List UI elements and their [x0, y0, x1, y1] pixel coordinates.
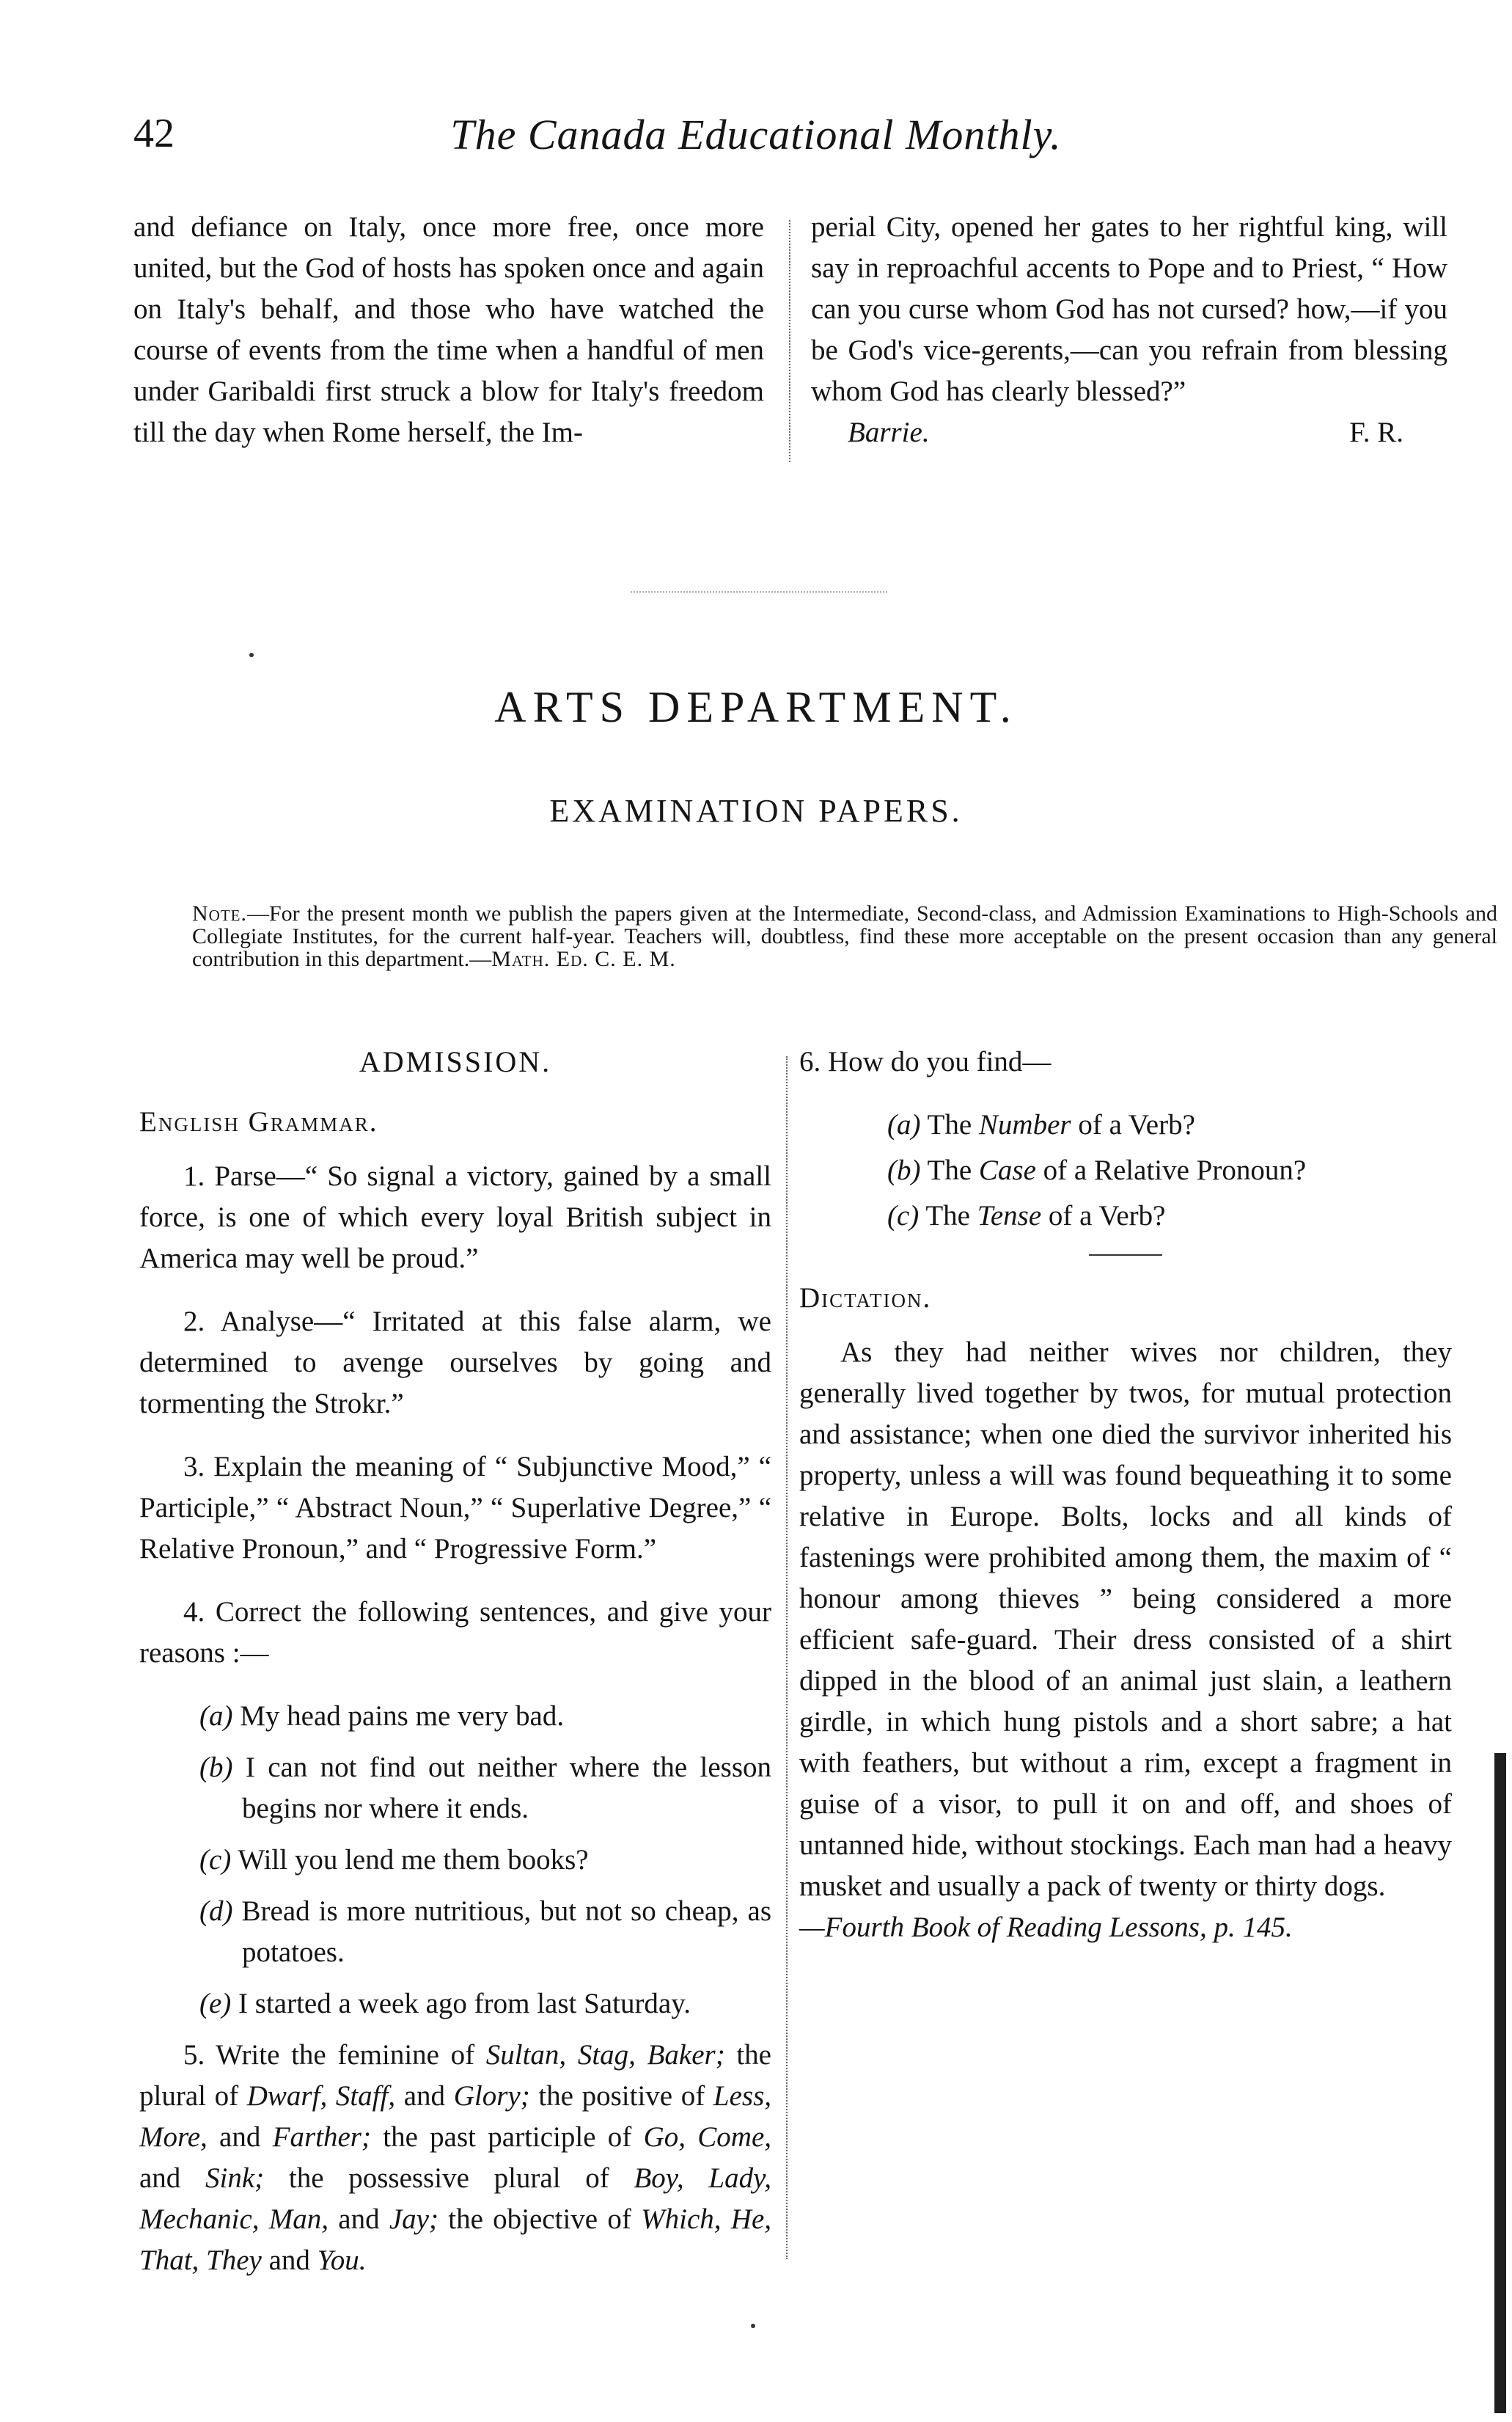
editor-note [192, 902, 1497, 970]
short-rule [1089, 1254, 1162, 1256]
section-separator [631, 591, 887, 593]
question-4: 4. Correct the following sentences, and give your reasons :— [139, 1596, 771, 1669]
journal-title: The Canada Educational Monthly. [450, 111, 1062, 158]
question-5: 5. Write the feminine of Sultan, Stag, Baker; the plural of Dwarf, Staff, and Glory; the positive of Less, More, and Farther; the past participle of Go, Come, and Sink; the possessive plural of Boy, Lady, Mechanic, Man, and Jay; the objective of Which, He, That, They and You. [139, 2039, 772, 2276]
question-4a: (a) My head pains me very bad. [199, 1700, 565, 1732]
question-4e: (e) I started a week ago from last Saturday. [199, 1988, 691, 2019]
continuation-text-left: and defiance on Italy, once more free, once more united, but the God of hosts has spoken once and again on Italy's behalf, and those who have watched the course of events from the time when a handful of men under Garibaldi first struck a blow for Italy's freedom till the day when Rome herself, the Im- [133, 211, 764, 448]
admission-heading: ADMISSION. [359, 1045, 552, 1078]
speck-bottom [751, 2324, 755, 2328]
signature-initials: F. R. [1349, 417, 1403, 448]
dictation-text: As they had neither wives nor children, they generally lived together by twos, for mutual protection and assistance; when one died the survivor inherited his property, unless a will was found bequeathing it to some relative in Europe. Bolts, locks and all kinds of fastenings were prohibited among them, the maxim of “ honour among thieves ” being considered a more efficient safe-guard. Their dress consisted of a shirt dipped in the blood of an animal just slain, a leathern girdle, in which hung pistols and a short sabre; a hat with feathers, but without a rim, except a fragment in guise of a visor, to pull it on and off, and shoes of untanned hide, without stockings. Each man had a heavy musket and usually a pack of twenty or thirty dogs. [799, 1336, 1452, 1902]
question-1: 1. Parse—“ So signal a victory, gained by a small force, is one of which every loyal British subject in America may well be proud.” [139, 1160, 771, 1274]
question-2: 2. Analyse—“ Irritated at this false alarm, we determined to avenge ourselves by going and tormenting the Strokr.” [139, 1306, 771, 1419]
grammar-heading: English Grammar. [139, 1106, 378, 1138]
continuation-dictation-column [799, 1042, 1452, 1948]
column-divider-bottom [786, 1056, 788, 2259]
note-label: Note. [192, 901, 247, 926]
continuation-text-right: perial City, opened her gates to her rightful king, will say in reproachful accents to Pope and to Priest, “ How can you curse whom God has not cursed? how,—if you be God's vice-gerents,—can you refrain from blessing whom God has clearly blessed?” [811, 211, 1447, 407]
question-4d: (d) Bread is more nutritious, but not so cheap, as potatoes. [199, 1895, 772, 1968]
dictation-source: —Fourth Book of Reading Lessons, p. 145. [799, 1911, 1293, 1943]
dictation-heading: Dictation. [799, 1282, 932, 1314]
page-number: 42 [133, 111, 175, 156]
question-4c: (c) Will you lend me them books? [199, 1844, 589, 1876]
question-3: 3. Explain the meaning of “ Subjunctive Mood,” “ Participle,” “ Abstract Noun,” “ Superlative Degree,” “ Relative Pronoun,” and “ Progressive Form.” [139, 1451, 771, 1565]
question-6a: (a) The Number of a Verb? [887, 1109, 1195, 1141]
section-title: ARTS DEPARTMENT. [494, 683, 1018, 731]
note-text: —For the present month we publish the papers given at the Intermediate, Second-class, and Admission Examinations to High-Schools and Collegiate Institutes, for the current half-year. Teachers will, doubtless, find these more acceptable on the present occasion than any general contribution in this department.— [192, 901, 1497, 971]
top-right-column [811, 207, 1447, 453]
speck [249, 653, 254, 657]
note-signature: Math. Ed. C. E. M. [491, 947, 676, 971]
signature-place: Barrie. [848, 417, 930, 448]
signature-line [811, 412, 1447, 453]
subsection-title: EXAMINATION PAPERS. [549, 793, 963, 829]
question-6c: (c) The Tense of a Verb? [887, 1200, 1166, 1232]
column-divider-top [789, 220, 790, 462]
question-6b: (b) The Case of a Relative Pronoun? [887, 1155, 1307, 1186]
admission-column [139, 1042, 771, 2303]
question-6: 6. How do you find— [799, 1046, 1052, 1078]
top-left-column [133, 207, 764, 453]
binding-edge [1494, 1753, 1506, 2413]
question-4b: (b) I can not find out neither where the lesson begins nor where it ends. [199, 1752, 772, 1824]
